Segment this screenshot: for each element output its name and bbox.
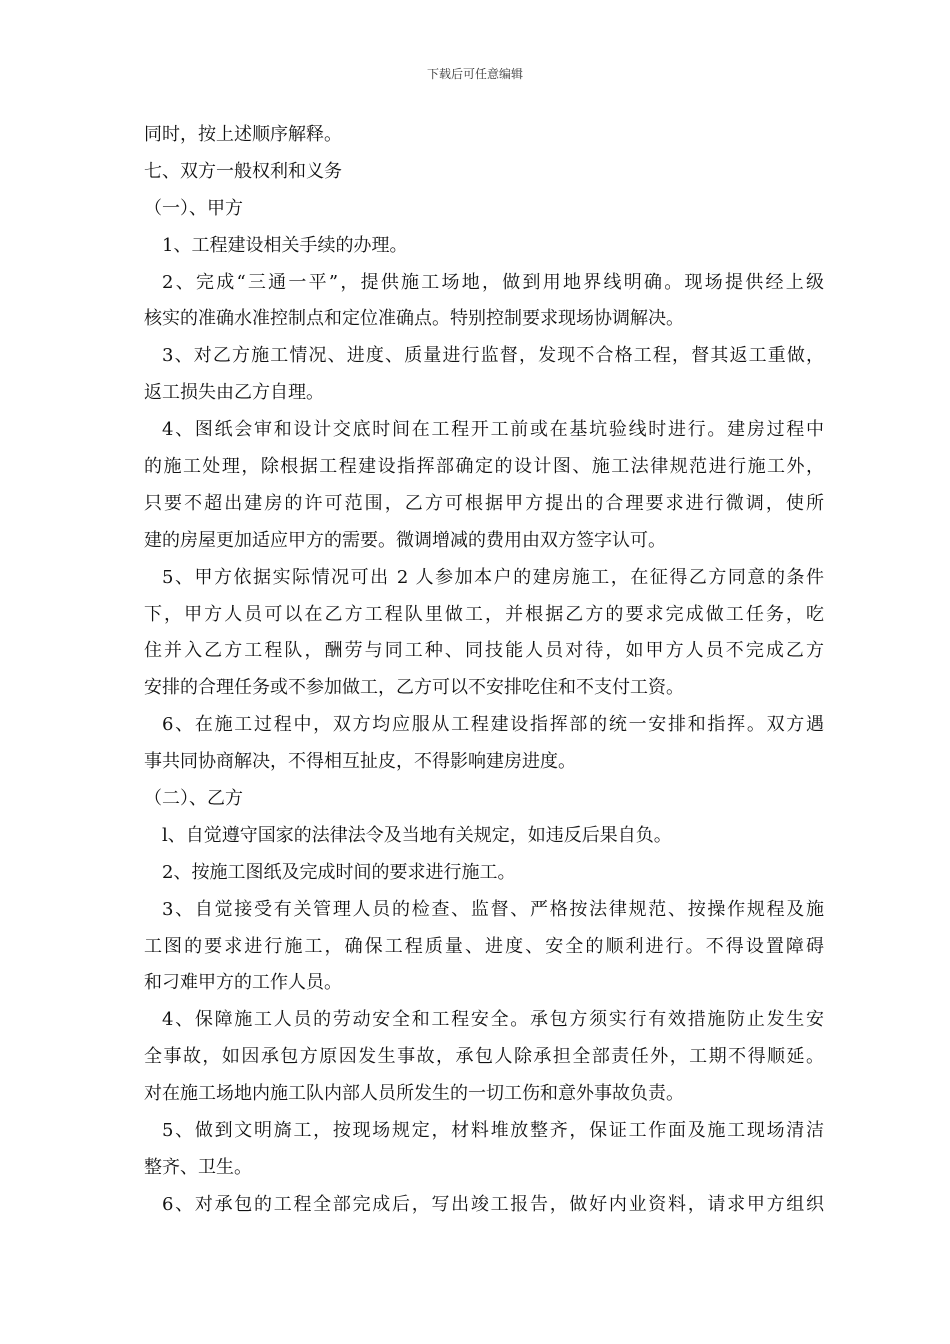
text-line: 3、自觉接受有关管理人员的检查、监督、严格按法律规范、按操作规程及施	[162, 898, 824, 920]
text-line: 4、保障施工人员的劳动安全和工程安全。承包方须实行有效措施防止发生安	[162, 1009, 824, 1031]
text-line: 同时，按上述顺序解释。	[144, 124, 342, 145]
text-line: 返工损失由乙方自理。	[144, 382, 324, 404]
text-line: 2、按施工图纸及完成时间的要求进行施工。	[162, 861, 516, 883]
text-line: 6、在施工过程中，双方均应服从工程建设指挥部的统一安排和指挥。双方遇	[162, 714, 824, 736]
text-line: l、自觉遵守国家的法律法令及当地有关规定，如违反后果自负。	[162, 824, 672, 846]
text-line: 对在施工场地内施工队内部人员所发生的一切工伤和意外事故负责。	[144, 1083, 684, 1105]
text-line: 5、做到文明旖工，按现场规定，材料堆放整齐，保证工作面及施工现场清洁	[162, 1120, 824, 1142]
text-line: 整齐、卫生。	[144, 1156, 252, 1178]
text-line: 下，甲方人员可以在乙方工程队里做工，并根据乙方的要求完成做工任务，吃	[144, 603, 824, 625]
subsection-heading: （二）、乙方	[144, 788, 243, 810]
text-line: 2、完成“三通一平”，提供施工场地，做到用地界线明确。现场提供经上级	[162, 271, 824, 293]
document-body	[144, 117, 824, 1224]
text-line: 和刁难甲方的工作人员。	[144, 972, 342, 994]
text-line: 4、图纸会审和设计交底时间在工程开工前或在基坑验线时进行。建房过程中	[162, 419, 824, 441]
section-heading: 七、双方一般权利和义务	[144, 160, 342, 182]
text-line: 建的房屋更加适应甲方的需要。微调增减的费用由双方签字认可。	[144, 529, 666, 551]
text-line: 6、对承包的工程全部完成后，写出竣工报告，做好内业资料，请求甲方组织	[162, 1193, 824, 1215]
text-line: 工图的要求进行施工，确保工程质量、进度、安全的顺利进行。不得设置障碍	[144, 935, 824, 957]
text-line: 核实的准确水准控制点和定位准确点。特别控制要求现场协调解决。	[144, 308, 684, 330]
text-line: 住并入乙方工程队，酬劳与同工种、同技能人员对待，如甲方人员不完成乙方	[144, 640, 824, 662]
text-line: 事共同协商解决，不得相互扯皮，不得影响建房进度。	[144, 751, 576, 773]
text-line: 5、甲方依据实际情况可出 2 人参加本户的建房施工，在征得乙方同意的条件	[162, 566, 824, 588]
text-line: 3、对乙方施工情况、进度、质量进行监督，发现不合格工程，督其返工重做，	[162, 345, 824, 367]
text-line: 安排的合理任务或不参加做工，乙方可以不安排吃住和不支付工资。	[144, 677, 684, 699]
text-line: 只要不超出建房的许可范围，乙方可根据甲方提出的合理要求进行微调，使所	[144, 492, 824, 514]
text-line: 全事故，如因承包方原因发生事故，承包人除承担全部责任外，工期不得顺延。	[144, 1046, 824, 1068]
page-header: 下载后可任意编辑	[426, 67, 523, 81]
text-line: 的施工处理，除根据工程建设指挥部确定的设计图、施工法律规范进行施工外，	[144, 456, 824, 478]
text-line: 1、工程建设相关手续的办理。	[162, 234, 408, 256]
subsection-heading: （一）、甲方	[144, 197, 243, 219]
